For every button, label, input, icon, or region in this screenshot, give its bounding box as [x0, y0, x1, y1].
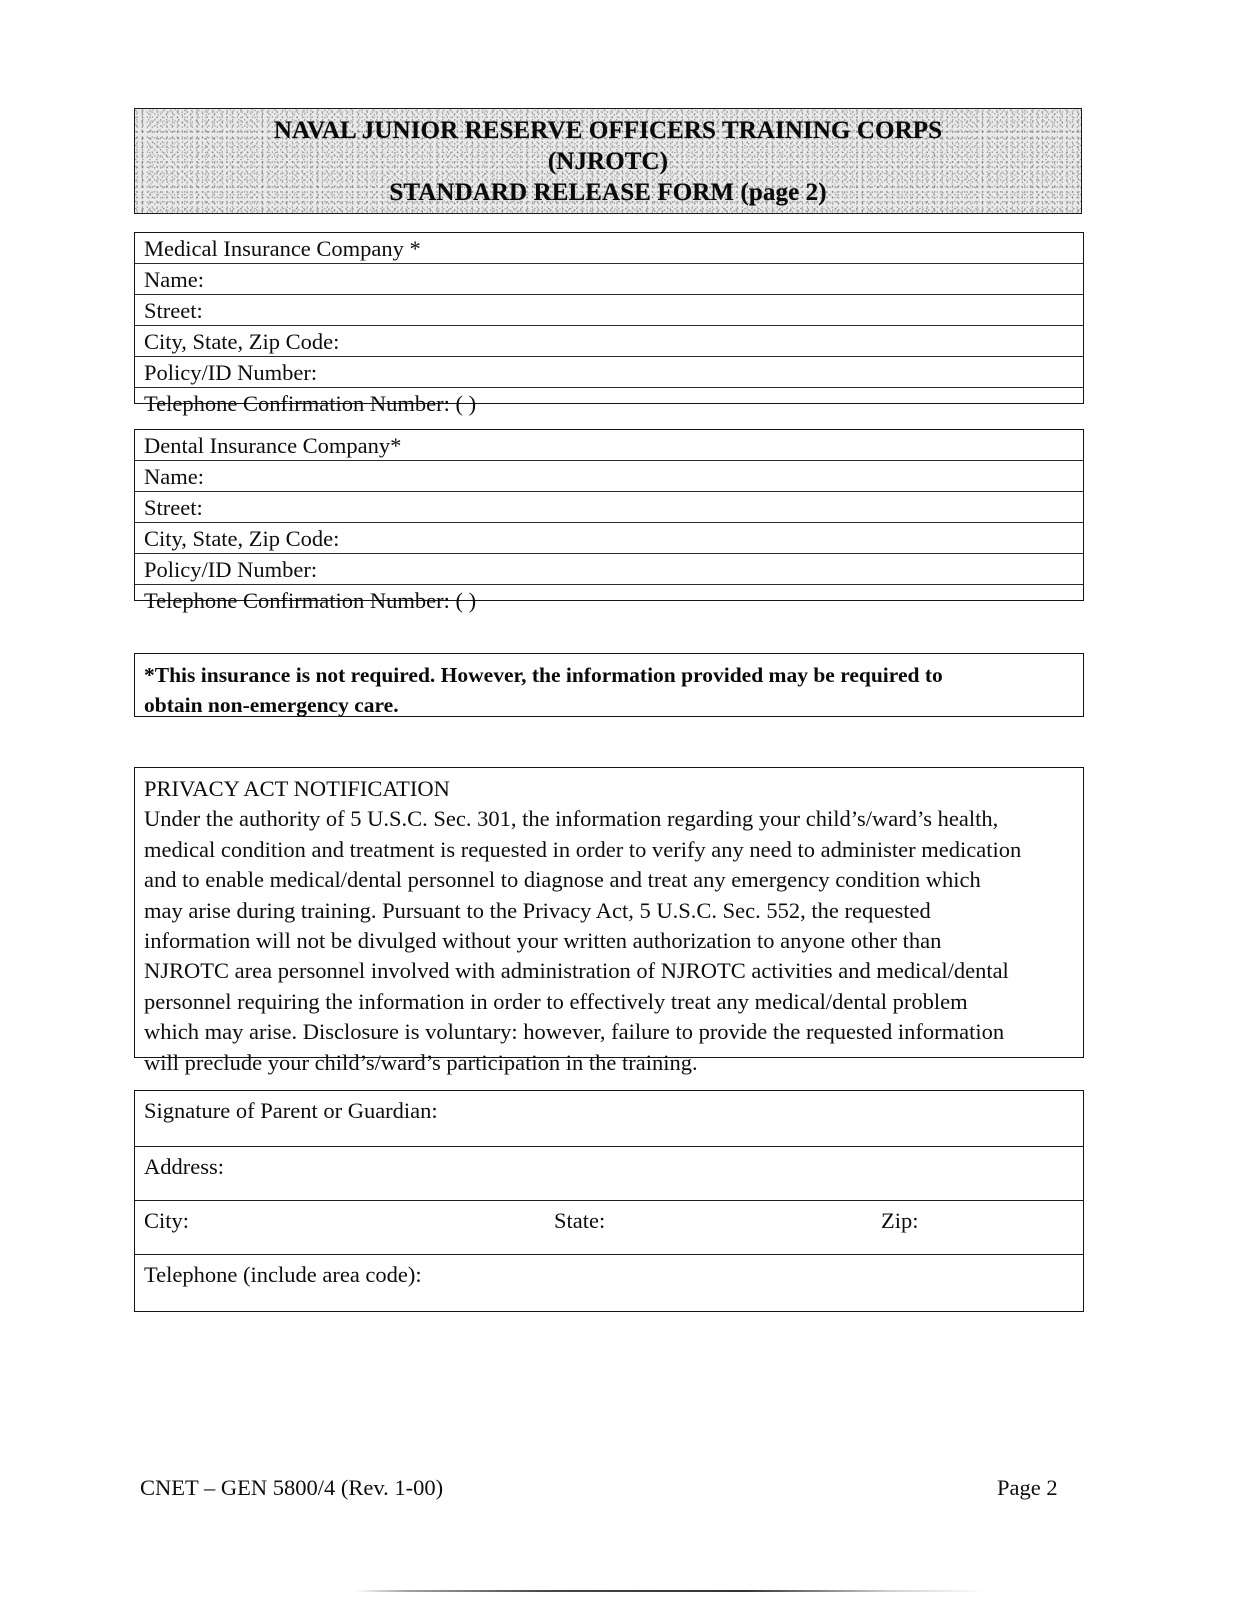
privacy-act-line-6: NJROTC area personnel involved with administration of NJROTC activities and medical/dental — [144, 958, 1009, 984]
signature-block — [134, 1090, 1084, 1312]
insurance-disclaimer-box — [134, 653, 1084, 717]
dental-insurance-heading: Dental Insurance Company* — [135, 430, 1083, 461]
dental-insurance-section — [134, 429, 1084, 613]
zip-label: Zip: — [881, 1208, 919, 1233]
dental-insurance-telephone-row[interactable]: Telephone Confirmation Number: ( ) — [144, 588, 477, 613]
medical-insurance-city-state-zip-row[interactable]: City, State, Zip Code: — [135, 326, 1083, 357]
telephone-label: Telephone (include area code): — [144, 1262, 422, 1287]
signature-field-row[interactable] — [135, 1091, 1083, 1147]
privacy-act-line-3: and to enable medical/dental personnel to diagnose and treat any emergency condition which — [144, 867, 981, 893]
medical-insurance-heading: Medical Insurance Company * — [135, 233, 1083, 264]
privacy-act-line-7: personnel requiring the information in order to effectively treat any medical/dental problem — [144, 988, 968, 1014]
dental-insurance-city-state-zip-row[interactable]: City, State, Zip Code: — [135, 523, 1083, 554]
medical-insurance-telephone-row[interactable]: Telephone Confirmation Number: ( ) — [144, 391, 477, 416]
dental-insurance-street-row[interactable]: Street: — [135, 492, 1083, 523]
medical-insurance-name-row[interactable]: Name: — [135, 264, 1083, 295]
privacy-act-heading: PRIVACY ACT NOTIFICATION — [144, 776, 450, 801]
city-state-zip-field-row[interactable] — [135, 1201, 1083, 1255]
form-title-line-3: STANDARD RELEASE FORM (page 2) — [389, 178, 827, 206]
privacy-act-line-2: medical condition and treatment is requested in order to verify any need to administer medication — [144, 836, 1022, 862]
privacy-act-notification-box — [134, 767, 1084, 1075]
privacy-act-line-8: which may arise. Disclosure is voluntary: however, failure to provide the requested information — [144, 1019, 1005, 1045]
medical-insurance-policy-id-row[interactable]: Policy/ID Number: — [135, 357, 1083, 388]
footer-form-number: CNET – GEN 5800/4 (Rev. 1-00) — [140, 1475, 444, 1500]
disclaimer-line-2: obtain non-emergency care. — [144, 693, 399, 717]
footer-page-number: Page 2 — [997, 1475, 1058, 1500]
privacy-act-line-9: will preclude your child’s/ward’s participation in the training. — [144, 1049, 698, 1075]
dental-insurance-name-row[interactable]: Name: — [135, 461, 1083, 492]
form-title-banner — [134, 108, 1082, 214]
scan-edge-artifact — [355, 1590, 985, 1592]
medical-insurance-street-row[interactable]: Street: — [135, 295, 1083, 326]
dental-insurance-policy-id-row[interactable]: Policy/ID Number: — [135, 554, 1083, 585]
address-label: Address: — [144, 1154, 224, 1179]
city-label: City: — [144, 1208, 190, 1233]
privacy-act-line-5: information will not be divulged without your written authorization to anyone other than — [144, 928, 942, 954]
form-title-line-1: NAVAL JUNIOR RESERVE OFFICERS TRAINING CORPS — [273, 116, 943, 144]
form-title-line-2: (NJROTC) — [547, 147, 669, 175]
medical-insurance-section — [134, 232, 1084, 416]
address-field-row[interactable] — [135, 1147, 1083, 1201]
privacy-act-line-1: Under the authority of 5 U.S.C. Sec. 301, the information regarding your child’s/ward’s health, — [144, 806, 999, 832]
privacy-act-line-4: may arise during training. Pursuant to the Privacy Act, 5 U.S.C. Sec. 552, the requested — [144, 897, 931, 923]
telephone-field-row[interactable] — [135, 1255, 1083, 1311]
disclaimer-line-1: *This insurance is not required. However, the information provided may be required to — [144, 663, 943, 687]
signature-label: Signature of Parent or Guardian: — [144, 1098, 438, 1123]
state-label: State: — [554, 1208, 606, 1233]
